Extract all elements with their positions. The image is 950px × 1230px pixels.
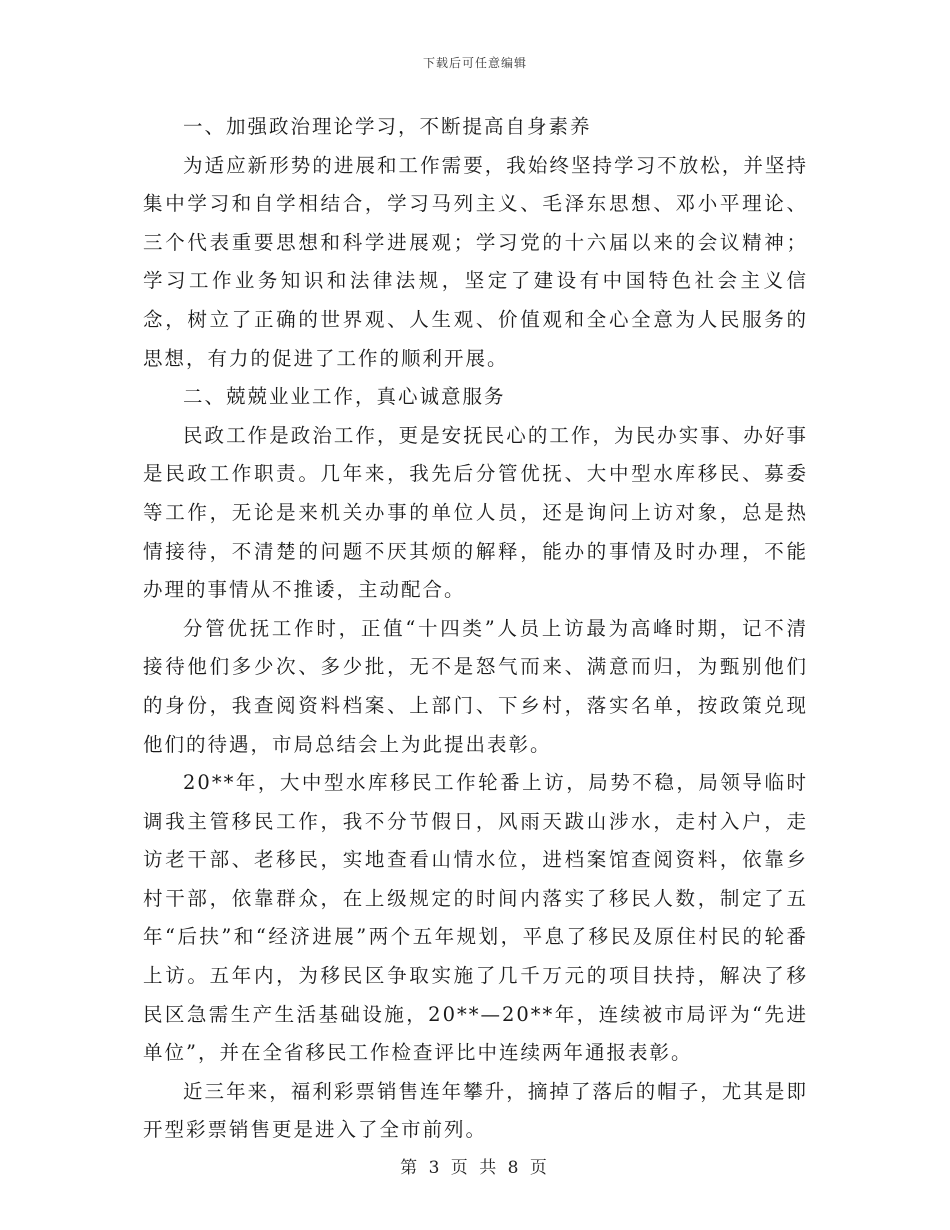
paragraph-welfare-lottery: 近三年来，福利彩票销售连年攀升，摘掉了落后的帽子，尤其是即开型彩票销售更是进入了全市前列。 bbox=[143, 1079, 808, 1142]
paragraph-civil-affairs: 民政工作是政治工作，更是安抚民心的工作，为民办实事、办好事是民政工作职责。几年来，我先后分管优抚、大中型水库移民、募委等工作，无论是来机关办事的单位人员，还是询问上访对象，总是热情接待，不清楚的问题不厌其烦的解释，能办的事情及时办理，不能办理的事情从不推诿，主动配合。 bbox=[143, 423, 808, 602]
document-body bbox=[143, 108, 808, 1150]
section-heading-2: 二、兢兢业业工作，真心诚意服务 bbox=[183, 385, 506, 409]
paragraph-study: 为适应新形势的进展和工作需要，我始终坚持学习不放松，并坚持集中学习和自学相结合，学习马列主义、毛泽东思想、邓小平理论、三个代表重要思想和科学进展观；学习党的十六届以来的会议精神；学习工作业务知识和法律法规，坚定了建设有中国特色社会主义信念，树立了正确的世界观、人生观、价值观和全心全意为人民服务的思想，有力的促进了工作的顺利开展。 bbox=[143, 153, 808, 370]
page-number-footer: 第 3 页 共 8 页 bbox=[400, 1158, 550, 1178]
paragraph-reservoir-migrants: 20**年，大中型水库移民工作轮番上访，局势不稳，局领导临时调我主管移民工作，我不分节假日，风雨天跋山涉水，走村入户，走访老干部、老移民，实地查看山情水位，进档案馆查阅资料，依靠乡村干部，依靠群众，在上级规定的时间内落实了移民人数，制定了五年“后扶”和“经济进展”两个五年规划，平息了移民及原住村民的轮番上访。五年内，为移民区争取实施了几千万元的项目扶持，解决了移民区急需生产生活基础设施，20**—20**年，连续被市局评为“先进单位”，并在全省移民工作检查评比中连续两年通报表彰。 bbox=[143, 771, 808, 1065]
paragraph-preferential-care: 分管优抚工作时，正值“十四类”人员上访最为高峰时期，记不清接待他们多少次、多少批，无不是怒气而来、满意而归，为甄别他们的身份，我查阅资料档案、上部门、下乡村，落实名单，按政策兑现他们的待遇，市局总结会上为此提出表彰。 bbox=[143, 616, 808, 756]
section-heading-1: 一、加强政治理论学习，不断提高自身素养 bbox=[183, 115, 592, 138]
header-note: 下载后可任意编辑 bbox=[422, 56, 527, 70]
